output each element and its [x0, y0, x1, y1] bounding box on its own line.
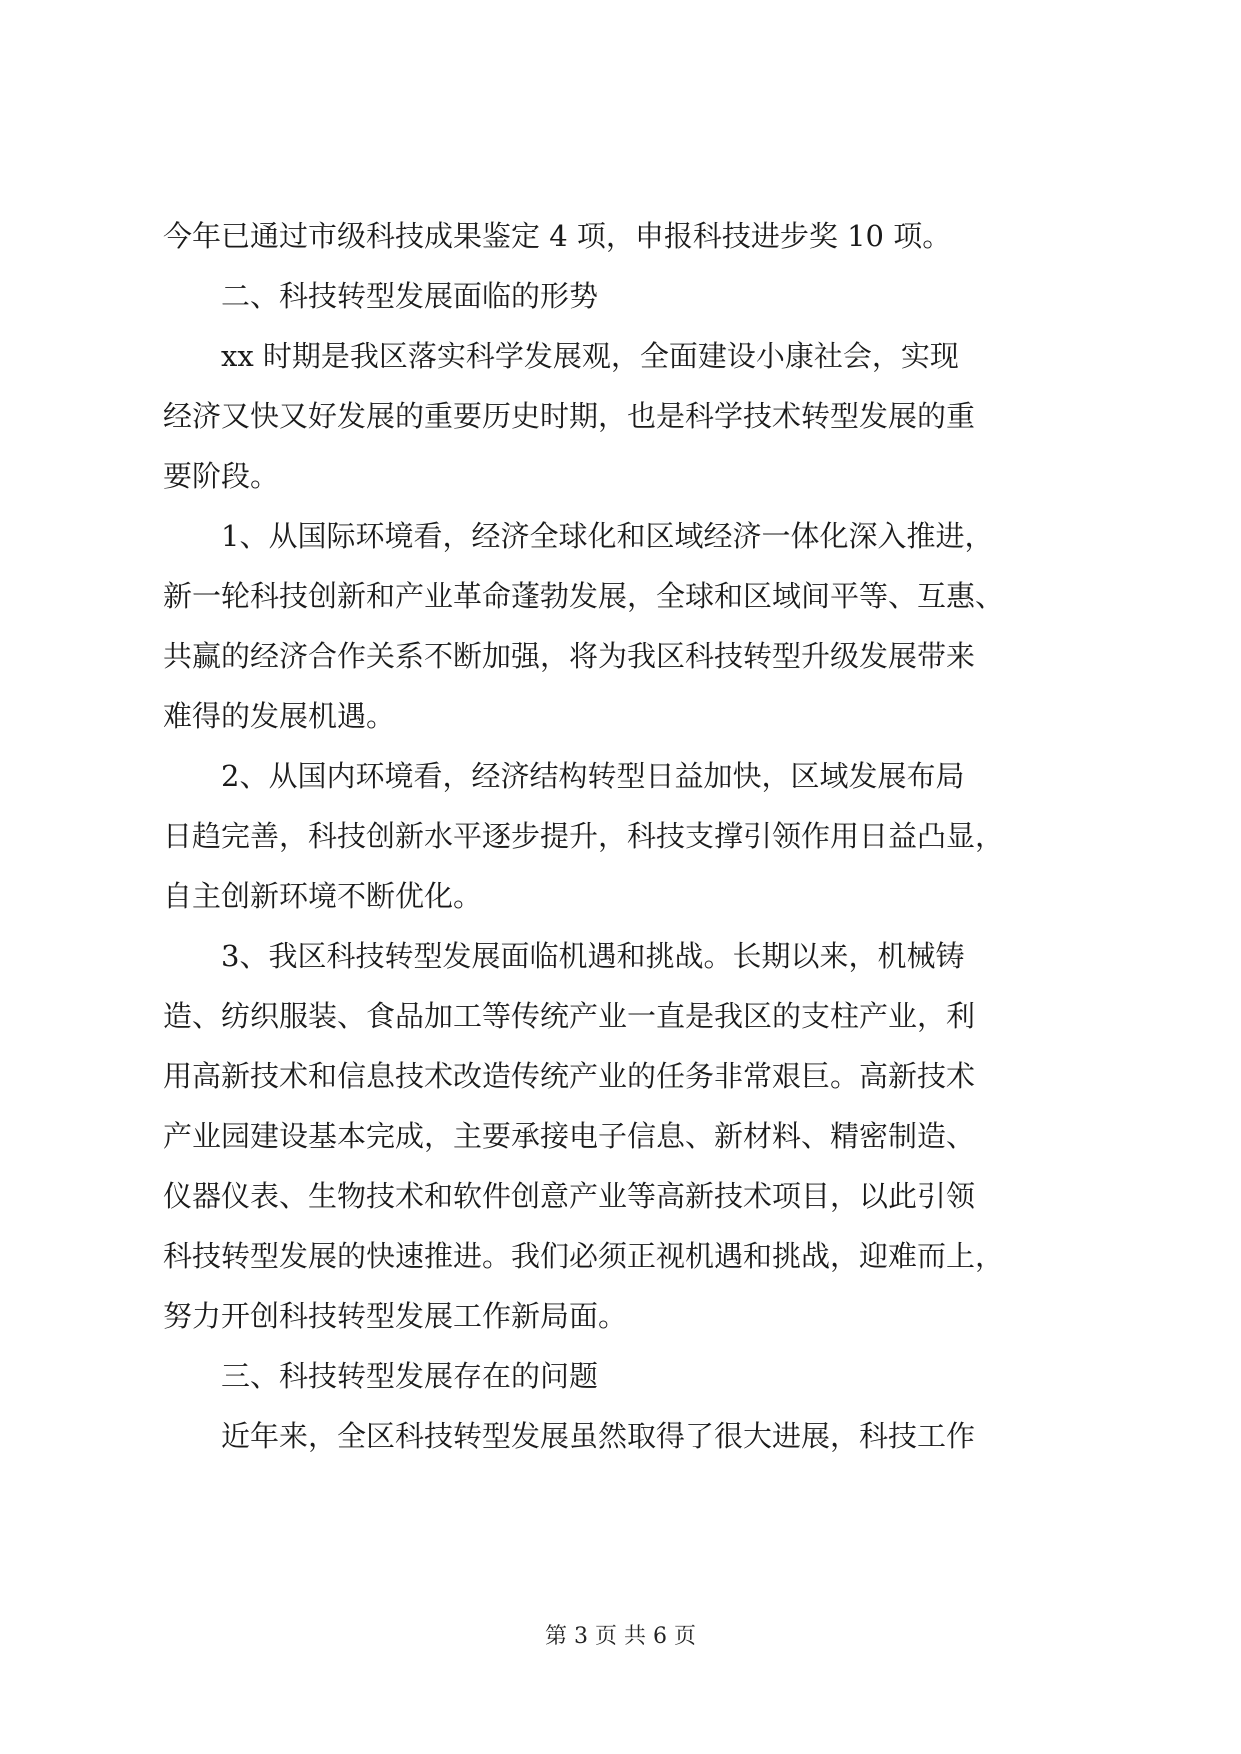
- section-heading-2: 二、科技转型发展面临的形势: [221, 279, 599, 313]
- text-line-5: 要阶段。: [163, 459, 280, 493]
- text-line-17: 仪器仪表、生物技术和软件创意产业等高新技术项目，以此引领: [163, 1179, 976, 1213]
- text-line-4: 经济又快又好发展的重要历史时期，也是科学技术转型发展的重: [163, 399, 976, 433]
- text-line-11: 日趋完善，科技创新水平逐步提升，科技支撑引领作用日益凸显，: [163, 819, 1005, 853]
- text-line-6: 1、从国际环境看，经济全球化和区域经济一体化深入推进，: [221, 519, 994, 553]
- text-line-3: xx 时期是我区落实科学发展观，全面建设小康社会，实现: [221, 339, 959, 373]
- text-line-12: 自主创新环境不断优化。: [163, 879, 483, 913]
- section-heading-3: 三、科技转型发展存在的问题: [221, 1359, 599, 1393]
- text-line-8: 共赢的经济合作关系不断加强，将为我区科技转型升级发展带来: [163, 639, 976, 673]
- text-line-7: 新一轮科技创新和产业革命蓬勃发展，全球和区域间平等、互惠、: [163, 579, 1005, 613]
- text-line-1: 今年已通过市级科技成果鉴定 4 项，申报科技进步奖 10 项。: [163, 219, 952, 253]
- text-line-14: 造、纺织服装、食品加工等传统产业一直是我区的支柱产业，利: [163, 999, 976, 1033]
- page-number-footer: 第 3 页 共 6 页: [545, 1624, 696, 1649]
- text-line-21: 近年来，全区科技转型发展虽然取得了很大进展，科技工作: [221, 1419, 976, 1453]
- text-line-10: 2、从国内环境看，经济结构转型日益加快，区域发展布局: [221, 759, 965, 793]
- text-line-13: 3、我区科技转型发展面临机遇和挑战。长期以来，机械铸: [221, 939, 965, 973]
- document-body: [163, 206, 1083, 1466]
- text-line-18: 科技转型发展的快速推进。我们必须正视机遇和挑战，迎难而上，: [163, 1239, 1005, 1273]
- text-line-19: 努力开创科技转型发展工作新局面。: [163, 1299, 628, 1333]
- text-line-15: 用高新技术和信息技术改造传统产业的任务非常艰巨。高新技术: [163, 1059, 976, 1093]
- text-line-16: 产业园建设基本完成，主要承接电子信息、新材料、精密制造、: [163, 1119, 976, 1153]
- text-line-9: 难得的发展机遇。: [163, 699, 396, 733]
